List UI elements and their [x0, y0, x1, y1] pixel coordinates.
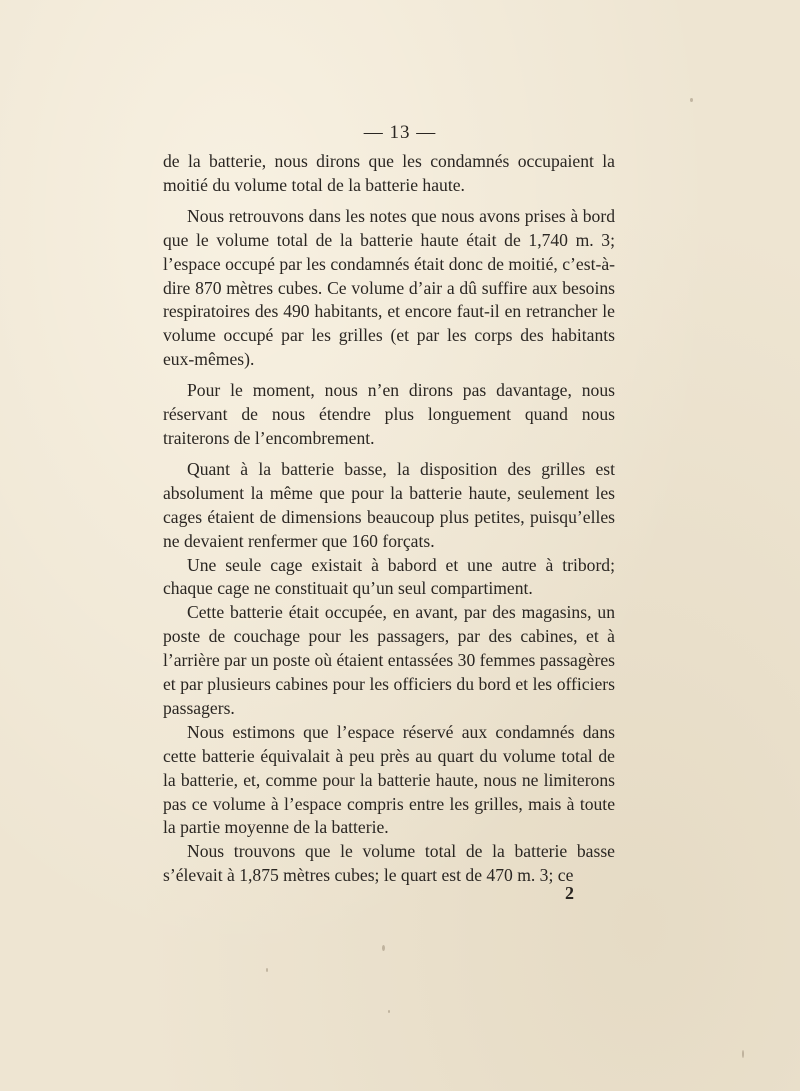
paragraph-7: Nous estimons que l’espace réservé aux condamnés dans cette batterie équivalait à peu près au quart du volume total de la batterie, et, comme pour la batterie haute, nous ne limiterons pas ce volume à l’espace compris entre les grilles, mais à toute la partie moyenne de la batterie.	[163, 721, 615, 838]
page-number: — 13 —	[363, 122, 437, 143]
paragraph-5: Une seule cage existait à babord et une autre à tribord; chaque cage ne constituait qu’un seul compartiment.	[163, 554, 615, 599]
signature-mark: 2	[565, 883, 574, 903]
paragraph-6: Cette batterie était occupée, en avant, par des magasins, un poste de couchage pour les passagers, par des cabines, et à l’arrière par un poste où étaient entassées 30 femmes passagères et par plusieurs cabines pour les officiers du bord et les officiers passagers.	[163, 602, 615, 718]
paper-speck	[382, 945, 385, 951]
paragraph-1: de la batterie, nous dirons que les condamnés occupaient la moitié du volume total de la batterie haute.	[163, 151, 615, 195]
paper-speck	[742, 1050, 744, 1058]
paragraph-3: Pour le moment, nous n’en dirons pas davantage, nous réservant de nous étendre plus longuement quand nous traiterons de l’encombrement.	[163, 380, 615, 448]
paper-speck	[388, 1010, 390, 1013]
paper-speck	[690, 98, 693, 102]
paragraph-4: Quant à la batterie basse, la disposition des grilles est absolument la même que pour la batterie haute, seulement les cages étaient de dimensions beaucoup plus petites, puisqu’elles ne devaient renfermer que 160 forçats.	[163, 458, 615, 551]
paper-speck	[266, 968, 268, 972]
paragraph-2: Nous retrouvons dans les notes que nous avons prises à bord que le volume total de la batterie haute était de 1,740 m. 3; l’espace occupé par les condamnés était donc de moitié, c’est-à-dire 870 mètres cubes. Ce volume d’air a dû suffire aux besoins respiratoires des 490 habitants, et encore faut-il en retrancher le volume occupé par les grilles (et par les corps des habitants eux-mêmes).	[163, 205, 615, 370]
paragraph-8: Nous trouvons que le volume total de la batterie basse s’élevait à 1,875 mètres cubes; le quart est de 470 m. 3; ce	[163, 841, 615, 886]
body-text	[163, 150, 615, 888]
